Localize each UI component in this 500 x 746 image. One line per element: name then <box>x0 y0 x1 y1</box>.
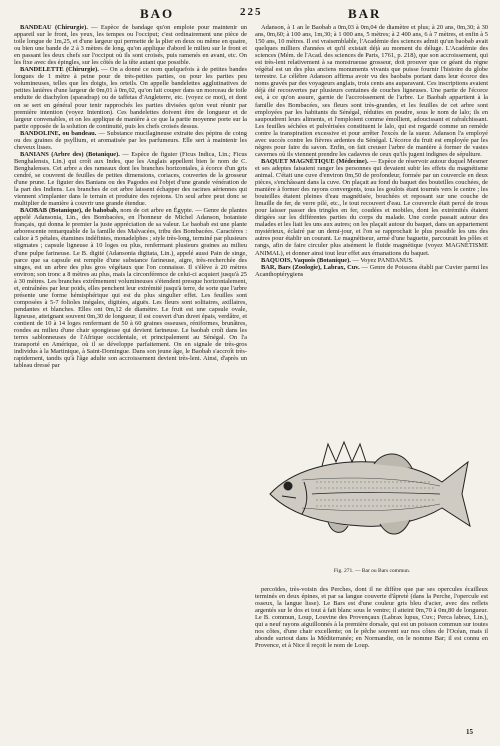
header-page-number: 225 <box>240 6 263 18</box>
dictionary-entry <box>255 264 488 278</box>
left-column <box>14 24 247 742</box>
entry-text: nom de cet arbre en Égypte. — Genre de plantes appelé Adansonia, Lin., des Bombacées, en l'honneur de Michel Adanson, botaniste français, qui donna le premier la juste appréciation de sa valeur. Le baobab est une plante arborescente remarquable de la famille des Malvacées, tribu des Bombacées. Caractères : calice à 5 pétales, étamines indéfinies, monadelphes ; style très-long, terminé par plusieurs stigmates ; capsule ligneuse à 10 loges ou plus, renfermant plusieurs graines au milieu d'une pulpe farineuse. Le B. digité (Adansonia digitata, Lin.), appelé aussi Pain de singe, parce que sa capsule est remplie d'une substance farineuse, aigre, très-recherchée des singes, est un arbre des plus gros végétaux que l'on connaisse. Il s'élève à 20 mètres environ; son tronc a 8 mètres au plus, mais la circonférence de celui-ci acquiert jusqu'à 25 à 30 mètres. Les branches extrêmement volumineuses s'étendent presque horizontalement, et, entraînées par leur poids, elles penchent leur extrémité jusqu'à terre, de sorte que l'arbre présente une forme hémisphérique qui est du plus singulier effet. Les feuilles sont composées à 5-7 folioles inégales, digitées, aiguës. Les fleurs sont solitaires, axillaires, pendantes et blanches. Elles ont 0m,12 de diamètre. Le fruit est une capsule ovale, ligneuse, atteignant souvent 0m,30 de longueur, il est couvert d'un duvet épais, verdâtre, et contient de 10 à 14 loges renfermant de 50 à 60 graines osseuses, réniformes, brunâtres, rondes au milieu d'une chair spongieuse qui devient farineuse. Le baobab croît dans les terres sablonneuses de l'Afrique occidentale, et principalement au Sénégal. On l'a transporté en Amérique, où il se développe parfaitement. On en signale de très-gros individus à la Martinique, à Saint-Domingue. Dans son jeune âge, le Baobab s'accroît très-rapidement, tandis qu'à l'âge adulte son accroissement devient très-lent. Ainsi, d'après un tableau dressé par <box>14 207 247 370</box>
entry-headword: BAOBAB (Botanique), de bahobab, <box>20 207 119 215</box>
entry-text: — On a donné ce nom quelquefois à de petites bandes longues de 1 mètre à peine pour de très-petites parties, ou pour les parties peu volumineuses, telles que les doigts, les orteils. On appelle bandelettes agglutinatives de petites lanières d'une largeur de 0m,01 à 0m,02, qu'on fait couper dans un morceau de toile enduite de diachylon (sparadrap) ou de taffetas d'Angleterre, etc. (voyez ce mot), et dont on se sert en général pour tenir rapprochés les parties divisées qu'on veut réunir par première intention (voyez Intention). Ces bandelettes doivent être de longueur et de largeur convenables, et on les applique de manière à ce que la partie moyenne porte sur la partie opposée de la solution de continuité, puis les chefs croisés dessus. <box>14 66 247 130</box>
dictionary-entry <box>14 207 247 369</box>
running-header <box>0 6 500 24</box>
entry-headword: BAR, Bars (Zoologie), Labrax, Cuv. <box>261 263 360 271</box>
page-number: 15 <box>466 728 473 736</box>
entry-text: — Espèce de bandage qu'on emploie pour maintenir un appareil sur le front, les yeux, les tempes ou l'occiput; c'est ordinairement une pièce de toile longue de 1m,25, et d'une largeur qui permette de la plier en deux ou même en quatre, ou bien une bande de 2 à 3 mètres de long, qu'on applique d'abord le milieu sur le front et en passant les deux chefs sur l'occiput où ils sont croisés, puis ramenés en avant, etc. On les fixe avec des épingles, sur les côtés de la tête autant que possible. <box>14 24 247 67</box>
entry-headword: BAQUOIS, Vaquois (Botanique). <box>261 256 351 264</box>
right-column-bottom <box>255 586 488 720</box>
figure-caption: Fig. 271. — Bar ou Bars commun. <box>333 568 411 574</box>
dictionary-entry <box>14 130 247 151</box>
entry-text: — Espèce de réservoir autour duquel Mesmer et ses adeptes faisaient ranger les personnes qui devaient subir les effets du magnétisme animal. C'était une cuve d'environ 0m,50 de profondeur, formée par un couvercle en deux pièces, s'enchâssant dans la cuve. On plaçait au fond du baquet des bouteilles couchées, de manière à former des rayons convergents, tous les goulots étant tournés vers le centre ; les bouteilles étaient pleines d'eau magnétisée, bouchées et reposant sur une couche de limaille de fer, de verre pilé, etc., le tout recouvert d'eau. Le couvercle était percé de trous pour laisser passer des tringles en fer, coudées et mobiles, dont les extrémités étaient dirigées sur les différentes parties du corps du malade. Une corde passait autour des malades et les liait les uns aux autres; on les plaçait autour du baquet, dans un appartement mystérieux, éclairé par un demi-jour, et l'on se rapprochait le plus possible les uns des autres pour établir un courant. Le magnétiseur, armé d'une baguette, parcourait les pôles et rangs, afin de faire circuler plus aisément le fluide magnétique (voyez MAGNÉTISME ANIMAL), et donner ainsi tout leur effet aux émanations du baquet. <box>255 157 488 257</box>
dictionary-entry <box>255 158 488 257</box>
entry-headword: BANDEAU (Chirurgie). <box>20 24 88 31</box>
entry-text: Adanson, à 1 an le Baobab a 0m,03 à 0m,04 de diamètre et plus; à 20 ans, 0m,30; à 30 ans, 0m,60; à 100 ans, 1m,30; à 1 000 ans, 5 mètres; à 2 400 ans, 6 à 7 mètres, et enfin à 5 150 ans, 10 mètres. Il est vraisemblable, l'Académie des sciences admit qu'un baobab avait quelques milliers d'années et qu'il existait déjà au moment du déluge. L'Académie des sciences (Mém. de l'Acad. des sciences de Paris, 1761, p. 218), que son accroissement, qui est très-lent relativement à sa monstrueuse grosseur, doit prouver que ce géant du règne végétal est un des plus anciens monuments vivants que puisse fournir l'histoire du globe terrestre. Le célèbre Adanson affirma avoir vu des baobabs portant dans leur écorce des noms gravés par des voyageurs anglais, trois cents ans auparavant. Ces inscriptions avaient déjà été recouvertes par plusieurs centaines de couches ligneuses. Une partie de l'écorce est, à ce qu'on assure, garnie de l'accroissement de l'arbre. Le Baobab appartient à la famille des Bombacées, ses fleurs sont très-grandes, et les feuilles de cet arbre sont employées par les habitants du Sénégal, réduites en poudre, sous le nom de lalo; ils en saupoudrent leurs aliments, et l'emploient comme émollient, adoucissant et rafraîchissant. Les feuilles séchées et pulvérisées constituent le lalo, qui est regardé comme un remède contre la transpiration excessive et pour arrêter l'excès de la sueur. Adanson l'a employé avec succès contre les fièvres ardentes du Sénégal. L'écorce du fruit est employée par les nègres pour faire du savon. Enfin, on fait creuser l'arbre de manière à former de vastes cavernes où ils viennent prendre les cadavres de ceux qu'ils jugent indignes de sépulture. <box>255 24 488 158</box>
dictionary-entry <box>255 257 488 264</box>
bar-fish-icon <box>262 422 482 562</box>
fish-illustration <box>262 422 482 586</box>
entry-headword: BANDOLINE, ou bandeau. <box>20 129 97 137</box>
right-column-top <box>255 24 488 419</box>
entry-headword: BAQUET MAGNÉTIQUE (Médecine). <box>261 157 369 165</box>
entry-headword: BANDELETTE (Chirurgie). <box>20 66 99 74</box>
entry-text: — Espèce de figuier (Ficus Indica, Lin.; Ficus Benghalensis, Lin.) qui croît aux Indes, que les Anglais appellent bien le nom de C. Benghalenses. Cet arbre a des rameaux dont les branches horizontales, à écorce d'un gris cendré, se couvrent de feuilles de petites dimensions, coriaces, couvertes de la grosseur d'une prune. Le figuier des Banians ou des Pagodes est l'objet d'une grande vénération de la part des Indiens. Les branches de cet arbre laissent échapper des racines aériennes qui viennent s'implanter dans le terrain et produire des rejetons. Un seul arbre peut donc se multiplier de manière à couvrir une grande étendue. <box>14 150 247 208</box>
entry-text: — Voyez PANDANUS. <box>352 256 414 264</box>
header-left-word: BAO <box>140 6 175 21</box>
dictionary-entry <box>14 151 247 207</box>
header-right-word: BAR <box>348 6 382 21</box>
entry-text: — Genre de Poissons établi par Cuvier parmi les Acanthoptérygiens <box>255 263 488 278</box>
dictionary-entry <box>14 66 247 129</box>
dictionary-entry <box>255 24 488 158</box>
dictionary-entry <box>255 586 488 649</box>
entry-text: percoïdes, très-voisin des Perches, dont il ne diffère que par ses opercules écailleux terminés en deux épines, et par sa langue couverte d'âpreté (dans la Perche, l'opercule est osseux, la langue lisse). Le Bars est d'une couleur gris bleu d'acier, avec des reflets argentés sur le dos et tout à fait blanc sous le ventre; il atteint 0m,70 à 0m,80 de longueur. Le B. commun, Loup, Louvine des Provençaux (Labrax lupus, Cuv.; Perca labrax, Lin.), qui a neuf rayons aiguillonnés à la première dorsale, qui est un poisson commun sur toutes nos côtes, d'une chair excellente; on le pêche souvent sur nos côtes de l'Océan, mais il abonde surtout dans la Méditerranée; en Normandie, on le nomme Bar; il est connu en Provence, et à Nice il reçoit le nom de Loup. <box>255 586 488 650</box>
entry-text: — Substance mucilagineuse extraite des pépins de coing ou des graines de psyllium, et aromatisée par les parfumeurs. Elle sert à maintenir les cheveux lisses. <box>14 129 247 151</box>
dictionary-entry <box>14 24 247 66</box>
entry-headword: BANIANS (Arbre des) (Botanique). <box>20 150 120 158</box>
